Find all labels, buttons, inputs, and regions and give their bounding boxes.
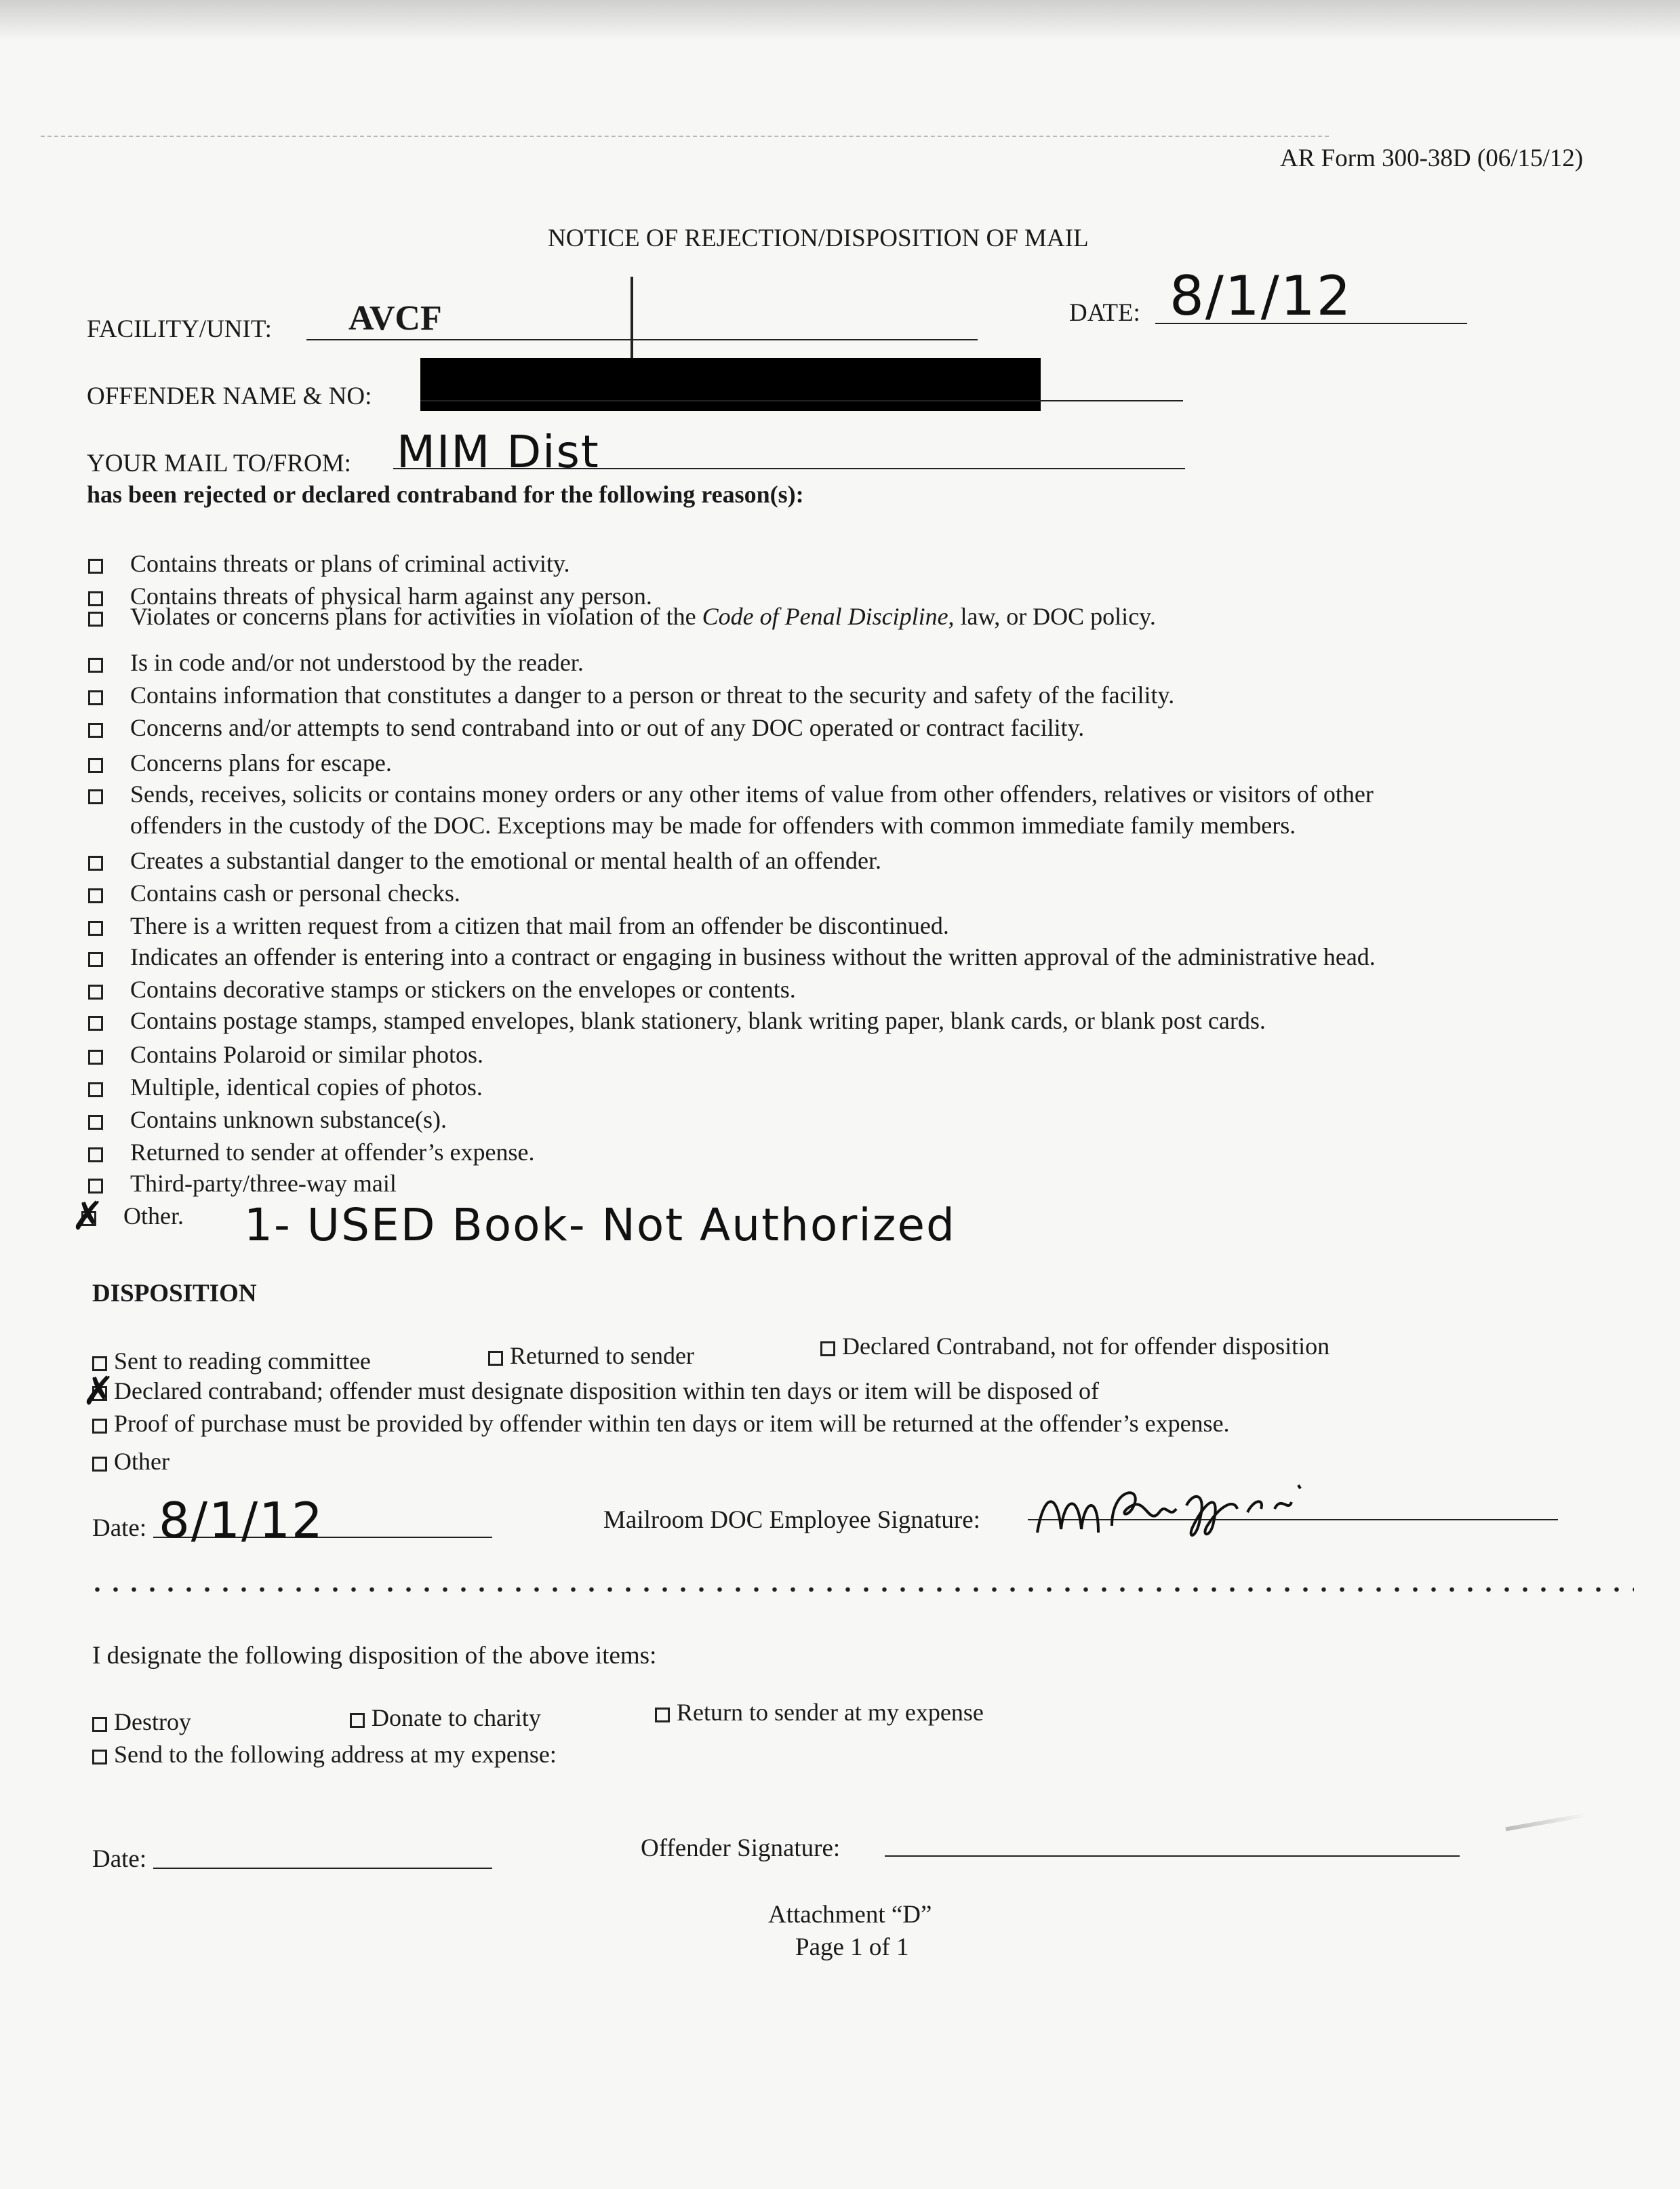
disposition-heading: DISPOSITION <box>92 1280 257 1307</box>
reason-text: Returned to sender at offender’s expense. <box>130 1139 535 1166</box>
reason-item <box>88 1073 483 1101</box>
reason-item <box>88 911 949 940</box>
reason-text: Multiple, identical copies of photos. <box>130 1073 483 1101</box>
date2-handwritten: 8/1/12 <box>159 1492 324 1549</box>
reason-item <box>88 648 584 677</box>
offender-line <box>420 400 1183 401</box>
reason-text: Indicates an offender is entering into a contract or engaging in business without the written approval of the administrative head. <box>130 943 1376 970</box>
reason-item <box>88 681 1174 709</box>
reason-text: Concerns plans for escape. <box>130 749 392 776</box>
designate-checkbox[interactable] <box>92 1717 107 1732</box>
reason-checkbox[interactable] <box>88 1115 103 1130</box>
offender-signature-line[interactable] <box>885 1855 1460 1857</box>
reason-item <box>88 846 881 875</box>
designate-checkbox[interactable] <box>350 1713 365 1728</box>
reason-checkbox[interactable] <box>88 789 103 804</box>
designate-return <box>655 1698 984 1727</box>
designate-send <box>92 1740 557 1769</box>
reason-checkbox[interactable] <box>88 758 103 773</box>
reason-checkbox[interactable] <box>88 723 103 738</box>
reason-item <box>88 879 460 907</box>
disp-checkbox[interactable] <box>820 1341 835 1356</box>
form-title: NOTICE OF REJECTION/DISPOSITION OF MAIL <box>548 224 1089 252</box>
reason-text: Creates a substantial danger to the emotional or mental health of an offender. <box>130 847 881 874</box>
reason-text: Contains unknown substance(s). <box>130 1106 447 1133</box>
date-label: DATE: <box>1069 299 1140 327</box>
reason-checkbox[interactable] <box>88 888 103 903</box>
reason-item <box>88 1138 534 1166</box>
disp-text: Proof of purchase must be provided by offender within ten days or item will be returned at the offender’s expense. <box>114 1410 1230 1437</box>
date-handwritten: 8/1/12 <box>1169 264 1353 328</box>
reason-checkbox[interactable] <box>88 952 103 967</box>
reason-item <box>88 713 1084 742</box>
reason-text: Concerns and/or attempts to send contraband into or out of any DOC operated or contract facility. <box>130 714 1085 741</box>
reason-checkbox[interactable] <box>88 1016 103 1031</box>
reason-checkbox[interactable] <box>88 559 103 574</box>
reason-checkbox[interactable] <box>88 921 103 936</box>
designate-text: Destroy <box>114 1708 191 1735</box>
reason-item <box>88 1006 1266 1035</box>
designate-text: Return to sender at my expense <box>677 1699 984 1726</box>
scan-smudge <box>1505 1813 1586 1832</box>
reason-item-other <box>71 1192 184 1239</box>
facility-pen-stroke <box>631 277 633 363</box>
disp-text: Other <box>114 1448 169 1475</box>
reason-checkbox[interactable] <box>88 1147 103 1162</box>
reason-text: Contains decorative stamps or stickers on the envelopes or contents. <box>130 976 796 1003</box>
reason-item <box>88 780 1374 808</box>
mail-label: YOUR MAIL TO/FROM: <box>87 450 351 477</box>
attachment-label: Attachment “D” <box>768 1901 932 1929</box>
disp-checkbox[interactable] <box>92 1457 107 1472</box>
offender-label: OFFENDER NAME & NO: <box>87 382 372 410</box>
x-check-mark-icon: ✗ <box>82 1367 115 1414</box>
top-dashed-rule <box>41 136 1329 137</box>
designate-donate <box>350 1703 541 1732</box>
mail-handwritten: MIM Dist <box>397 426 600 478</box>
disp-text: Sent to reading committee <box>114 1347 371 1375</box>
reason-item <box>88 943 1376 971</box>
date3-line[interactable] <box>153 1868 492 1869</box>
reason-text: Sends, receives, solicits or contains money orders or any other items of value from other offenders, relatives or visitors of other <box>130 781 1374 808</box>
reason-item-continued: offenders in the custody of the DOC. Exceptions may be made for offenders with common immediate family members. <box>130 812 1296 839</box>
reason-checkbox[interactable] <box>88 1179 103 1194</box>
reason-text: Violates or concerns plans for activities in violation of the <box>130 603 702 630</box>
facility-value: AVCF <box>348 299 442 338</box>
facility-line <box>306 339 978 340</box>
page-number: Page 1 of 1 <box>795 1933 909 1961</box>
reason-text: There is a written request from a citizen that mail from an offender be discontinued. <box>130 912 949 939</box>
reason-checkbox[interactable] <box>88 856 103 871</box>
reason-item <box>88 1169 397 1198</box>
designate-destroy <box>92 1708 191 1736</box>
reason-text: Third-party/three-way mail <box>130 1170 397 1197</box>
other-handwritten: 1- USED Book- Not Authorized <box>244 1199 956 1251</box>
reason-checkbox[interactable] <box>88 1082 103 1097</box>
reason-text: Contains cash or personal checks. <box>130 880 460 907</box>
disp-proof-of-purchase <box>92 1409 1230 1438</box>
designate-checkbox[interactable] <box>92 1750 107 1764</box>
scan-shadow <box>0 0 1680 41</box>
reason-text: Contains information that constitutes a danger to a person or threat to the security and safety of the facility. <box>130 682 1175 709</box>
designate-text: Donate to charity <box>372 1704 541 1731</box>
reason-item <box>88 602 1156 631</box>
reason-checkbox[interactable] <box>88 1050 103 1065</box>
reason-text: Contains threats of physical harm against any person. <box>130 583 652 610</box>
reason-checkbox[interactable] <box>88 690 103 705</box>
reason-text: , law, or DOC policy. <box>948 603 1156 630</box>
disp-returned-to-sender <box>488 1341 694 1370</box>
reason-checkbox[interactable] <box>88 985 103 1000</box>
facility-label: FACILITY/UNIT: <box>87 315 272 343</box>
dotted-separator <box>88 1587 1634 1592</box>
reason-item <box>88 1040 483 1069</box>
offender-signature-label: Offender Signature: <box>641 1834 841 1862</box>
redaction-bar <box>420 358 1041 411</box>
reason-item <box>88 975 796 1004</box>
date3-label: Date: <box>92 1845 147 1873</box>
reason-item <box>88 549 570 578</box>
reason-item <box>88 749 392 777</box>
reason-checkbox[interactable] <box>88 612 103 627</box>
designate-text: Send to the following address at my expense: <box>114 1741 557 1768</box>
disp-text: Declared contraband; offender must designate disposition within ten days or item will be disposed of <box>114 1377 1100 1404</box>
mailroom-signature-label: Mailroom DOC Employee Signature: <box>603 1506 980 1534</box>
reason-text: Other. <box>123 1202 184 1229</box>
reason-checkbox[interactable] <box>88 658 103 673</box>
designate-intro: I designate the following disposition of the above items: <box>92 1642 657 1670</box>
reasons-intro: has been rejected or declared contraband for the following reason(s): <box>87 481 804 508</box>
reason-item <box>88 1105 447 1134</box>
reason-text-italic: Code of Penal Discipline <box>702 603 948 630</box>
disp-checkbox[interactable] <box>82 1367 115 1414</box>
other-checkbox[interactable] <box>71 1192 104 1239</box>
designate-checkbox[interactable] <box>655 1708 670 1722</box>
reason-text: Contains Polaroid or similar photos. <box>130 1041 483 1068</box>
disp-contraband-designate <box>82 1367 1100 1414</box>
reason-text: Is in code and/or not understood by the reader. <box>130 649 584 676</box>
reason-text: Contains postage stamps, stamped envelopes, blank stationery, blank writing paper, blank cards, or blank post cards. <box>130 1007 1266 1034</box>
disp-other <box>92 1447 169 1476</box>
reason-text: Contains threats or plans of criminal activity. <box>130 550 570 577</box>
disp-text: Declared Contraband, not for offender disposition <box>842 1333 1330 1360</box>
date2-label: Date: <box>92 1514 147 1542</box>
x-check-mark-icon: ✗ <box>71 1192 104 1239</box>
mailroom-signature-drawing <box>1031 1472 1356 1546</box>
disp-text: Returned to sender <box>510 1342 694 1369</box>
disp-reading-committee <box>92 1347 371 1375</box>
disp-checkbox[interactable] <box>488 1351 503 1366</box>
disp-contraband-not-offender <box>820 1332 1329 1360</box>
disp-checkbox[interactable] <box>92 1419 107 1434</box>
form-number: AR Form 300-38D (06/15/12) <box>1280 144 1584 172</box>
